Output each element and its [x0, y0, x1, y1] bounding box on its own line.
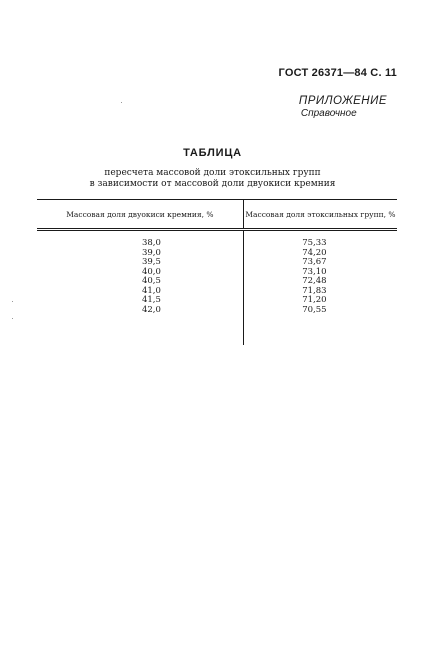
silica-value: 39,0	[37, 249, 243, 259]
silica-value: 41,5	[37, 296, 243, 306]
scan-speck	[12, 301, 13, 302]
scan-speck	[121, 102, 122, 103]
table-row	[37, 268, 397, 278]
ethoxyl-value: 73,10	[302, 266, 327, 277]
appendix-block	[299, 95, 387, 119]
appendix-subtitle: Справочное	[300, 108, 357, 119]
table-row	[37, 306, 397, 346]
silica-value: 41,0	[37, 287, 243, 297]
table-row	[37, 287, 397, 297]
appendix-title: ПРИЛОЖЕНИЕ	[298, 95, 387, 107]
standard-reference: ГОСТ 26371—84 С. 11	[278, 67, 397, 79]
table-row	[37, 277, 397, 287]
ethoxyl-value: 71,20	[302, 295, 327, 305]
table-row	[37, 258, 397, 268]
conversion-table	[37, 199, 397, 345]
ethoxyl-value: 72,48	[302, 276, 327, 286]
table-row	[37, 296, 397, 306]
scan-speck	[12, 318, 13, 319]
silica-value: 39,5	[37, 258, 243, 268]
caption-line-2: в зависимости от массовой доли двуокиси кремния	[89, 179, 336, 189]
caption-line-1: пересчета массовой доли этоксильных групп	[104, 168, 321, 178]
table-title: ТАБЛИЦА	[183, 147, 242, 159]
column-header-ethoxyl: Массовая доля этоксильных групп, %	[243, 200, 397, 230]
table-caption	[0, 168, 425, 190]
silica-value: 40,0	[37, 268, 243, 278]
table-row	[37, 249, 397, 259]
ethoxyl-value: 73,67	[302, 257, 327, 267]
ethoxyl-value: 75,33	[302, 238, 327, 248]
silica-value: 38,0	[37, 230, 243, 249]
table-header-row	[37, 200, 397, 230]
ethoxyl-value: 74,20	[302, 247, 327, 258]
table-row	[37, 230, 397, 249]
column-header-silica: Массовая доля двуокиси кремния, %	[37, 200, 243, 230]
silica-value: 42,0	[37, 306, 243, 346]
silica-value: 40,5	[37, 277, 243, 287]
ethoxyl-value: 71,83	[302, 285, 327, 296]
ethoxyl-value: 70,55	[302, 304, 327, 315]
